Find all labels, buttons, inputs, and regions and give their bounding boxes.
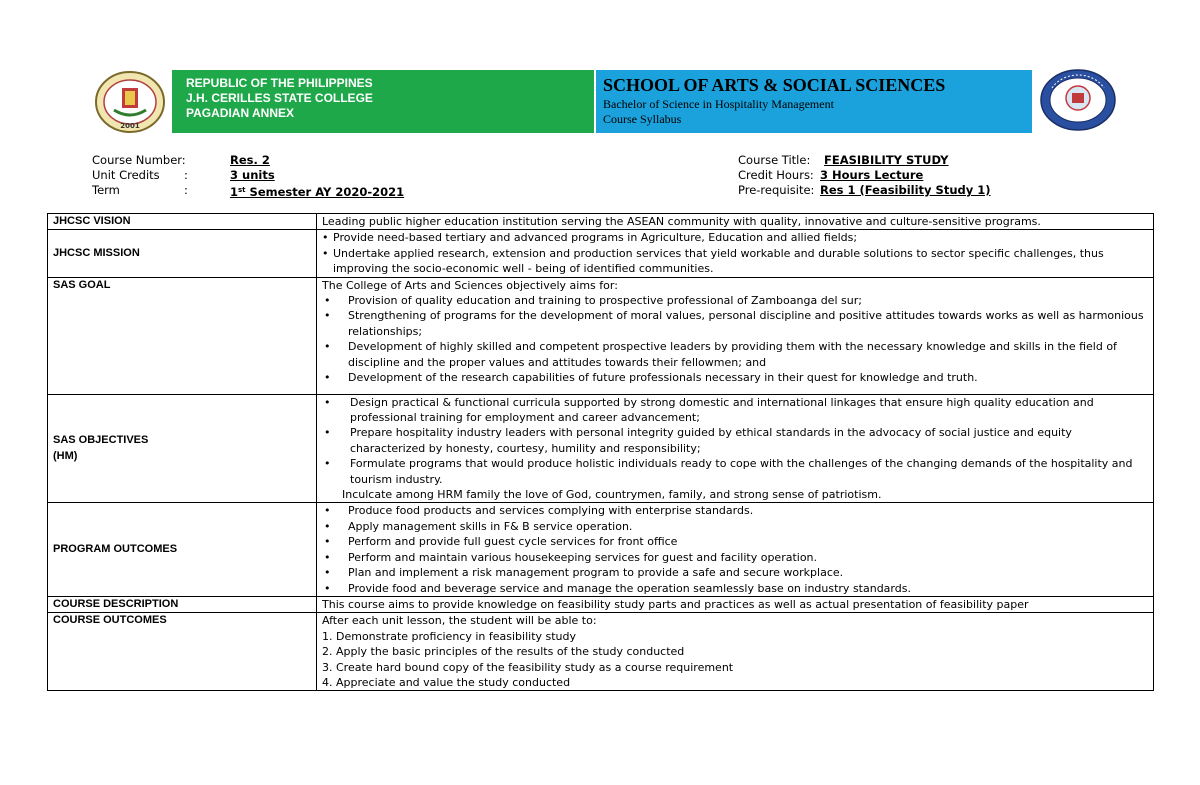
course-number-value: Res. 2 xyxy=(230,153,270,167)
list-item: • Undertake applied research, extension and production services that yield workable and durable solutions to sector specific challenges, thus improving the socio-economic well - being of identified communities. xyxy=(322,246,1148,277)
list-item: • Development of highly skilled and competent prospective leaders by providing them with the necessary knowledge and skills in the field of discipline and the proper values and attitudes towards their fellowmen; and xyxy=(322,339,1148,370)
table-row xyxy=(48,596,1154,612)
unit-credits-colon: : xyxy=(184,168,188,182)
list-item: • Produce food products and services complying with enterprise standards. xyxy=(322,503,1148,518)
college-header-banner xyxy=(172,70,594,133)
school-seal-logo xyxy=(1038,68,1118,132)
course-outcomes-cell xyxy=(317,613,1154,691)
list-item: • Prepare hospitality industry leaders with personal integrity guided by ethical standards in the advocacy of social justice and equity characterized by honesty, courtesy, humility and responsibility; xyxy=(322,425,1148,456)
list-item: • Design practical & functional curricula supported by strong domestic and international linkages that ensure high quality education and professional training for employment and career advancement; xyxy=(322,395,1148,426)
course-title-value: FEASIBILITY STUDY xyxy=(824,153,949,167)
mission-label: JHCSC MISSION xyxy=(48,230,317,277)
objectives-cell xyxy=(317,394,1154,503)
objectives-label-line2: (HM) xyxy=(53,449,78,462)
list-item: 2. Apply the basic principles of the results of the study conducted xyxy=(322,645,685,659)
course-number-label: Course Number: xyxy=(92,153,186,167)
objectives-list xyxy=(322,395,1148,487)
course-title-label: Course Title: xyxy=(738,153,811,167)
unit-credits-label: Unit Credits xyxy=(92,168,160,182)
document-type: Course Syllabus xyxy=(603,112,682,126)
list-item: • Perform and maintain various housekeeping services for guest and facility operation. xyxy=(322,550,1148,565)
table-row xyxy=(48,277,1154,394)
table-row xyxy=(48,230,1154,277)
header-line-college: J.H. CERILLES STATE COLLEGE xyxy=(186,91,373,105)
college-seal-logo xyxy=(94,70,166,134)
goal-label: SAS GOAL xyxy=(48,277,317,394)
unit-credits-value: 3 units xyxy=(230,168,275,182)
header-line-republic: REPUBLIC OF THE PHILIPPINES xyxy=(186,76,373,90)
logo-year: 2001 xyxy=(120,122,140,130)
list-item: • Strengthening of programs for the development of moral values, personal discipline and positive attitudes towards works as well as harmonious relationships; xyxy=(322,308,1148,339)
course-outcomes-label: COURSE OUTCOMES xyxy=(48,613,317,691)
list-item: 4. Appreciate and value the study conducted xyxy=(322,675,571,689)
table-row xyxy=(48,214,1154,230)
course-info-left xyxy=(92,153,432,201)
table-row xyxy=(48,503,1154,596)
term-colon: : xyxy=(184,183,188,197)
prerequisite-value: Res 1 (Feasibility Study 1) xyxy=(820,183,991,197)
mission-list xyxy=(322,230,1148,276)
objectives-label-line1: SAS OBJECTIVES xyxy=(53,434,149,447)
list-item: • Provide food and beverage service and manage the operation seamlessly base on industry standards. xyxy=(322,581,1148,596)
objectives-label xyxy=(48,394,317,503)
syllabus-table xyxy=(47,213,1154,691)
list-item: • Apply management skills in F& B service operation. xyxy=(322,519,1148,534)
course-info-right xyxy=(738,153,1038,201)
course-description-text: This course aims to provide knowledge on feasibility study parts and practices as well as actual presentation of feasibility paper xyxy=(317,596,1154,612)
list-item: • Plan and implement a risk management program to provide a safe and secure workplace. xyxy=(322,565,1148,580)
vision-text: Leading public higher education institution serving the ASEAN community with quality, innovative and culture-sensitive programs. xyxy=(317,214,1154,230)
credit-hours-label: Credit Hours: xyxy=(738,168,814,182)
list-item: 3. Create hard bound copy of the feasibility study as a course requirement xyxy=(322,660,734,674)
prerequisite-label: Pre-requisite: xyxy=(738,183,815,197)
credit-hours-value: 3 Hours Lecture xyxy=(820,168,924,182)
course-description-label: COURSE DESCRIPTION xyxy=(48,596,317,612)
school-title: SCHOOL OF ARTS & SOCIAL SCIENCES xyxy=(603,75,946,95)
list-item: 1. Demonstrate proficiency in feasibility study xyxy=(322,629,577,643)
header-line-annex: PAGADIAN ANNEX xyxy=(186,106,295,120)
program-outcomes-list xyxy=(322,503,1148,595)
mission-cell xyxy=(317,230,1154,277)
goal-list xyxy=(322,293,1148,385)
term-label: Term xyxy=(92,183,120,197)
school-header-banner xyxy=(596,70,1032,133)
program-outcomes-cell xyxy=(317,503,1154,596)
objectives-closing: Inculcate among HRM family the love of God, countrymen, family, and strong sense of patriotism. xyxy=(342,488,882,502)
goal-cell xyxy=(317,277,1154,394)
list-item: • Formulate programs that would produce holistic individuals ready to cope with the challenges of the changing demands of the hospitality and tourism industry. xyxy=(322,456,1148,487)
list-item: • Provision of quality education and training to prospective professional of Zamboanga del sur; xyxy=(322,293,1148,308)
program-name: Bachelor of Science in Hospitality Management xyxy=(603,97,834,111)
course-outcomes-intro: After each unit lesson, the student will be able to: xyxy=(322,614,597,628)
table-row xyxy=(48,394,1154,503)
goal-intro: The College of Arts and Sciences objectively aims for: xyxy=(322,278,618,292)
list-item: • Perform and provide full guest cycle services for front office xyxy=(322,534,1148,549)
vision-label: JHCSC VISION xyxy=(48,214,317,230)
term-value: 1st Semester AY 2020-2021 xyxy=(230,185,405,199)
list-item: • Development of the research capabilities of future professionals necessary in their quest for knowledge and truth. xyxy=(322,370,1148,385)
program-outcomes-label: PROGRAM OUTCOMES xyxy=(48,503,317,596)
list-item: • Provide need-based tertiary and advanced programs in Agriculture, Education and allied fields; xyxy=(322,230,1148,245)
table-row xyxy=(48,613,1154,691)
